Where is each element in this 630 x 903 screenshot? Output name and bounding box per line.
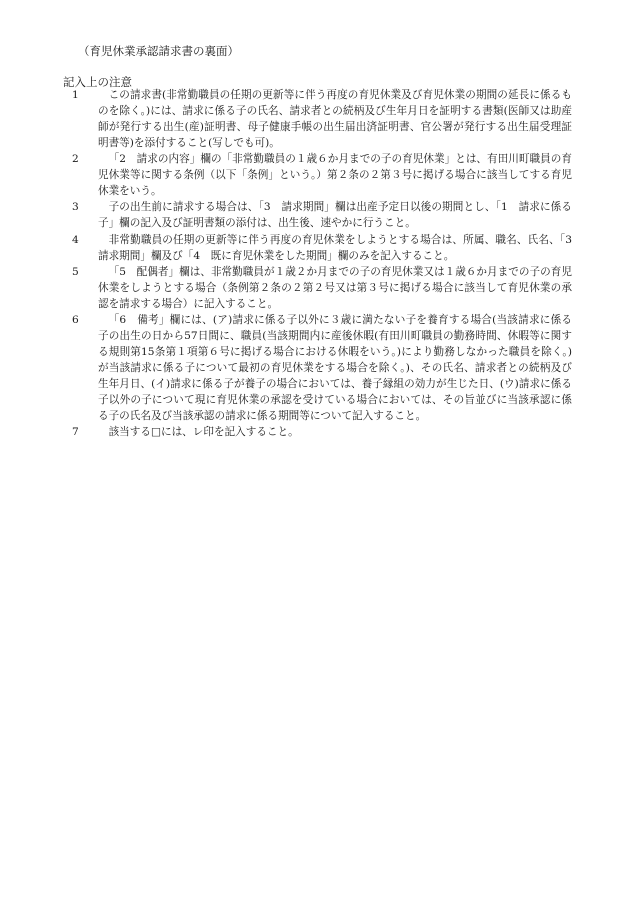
note-text: 該当する□には、レ印を記入すること。 [108, 426, 299, 439]
note-item-4 [72, 233, 583, 265]
note-number: 5 [72, 265, 79, 278]
note-number: 7 [72, 426, 79, 439]
section-heading: 記入上の注意 [63, 75, 132, 89]
note-text: この請求書(非常勤職員の任期の更新等に伴う再度の育児休業及び育児休業の期間の延長に係るものを除く。)には、請求に係る子の氏名、請求者との続柄及び生年月日を証明する書類(医師又は助産師が発行する出生(産)証明書、母子健康手帳の出生届出済証明書、官公署が発行する出生届受理証明書等)を添付すること(写しでも可)。 [98, 89, 572, 149]
note-item-7 [72, 425, 572, 441]
note-number: 2 [72, 153, 79, 166]
notes-list [72, 88, 583, 441]
note-text: 「6 備考」欄には、(ア)請求に係る子以外に３歳に満たない子を養育する場合(当該請求に係る子の出生の日から57日間に、職員(当該期間内に産後休暇(有田川町職員の勤務時間、休暇等に関する規則第15条第１項第６号に掲げる場合における休暇をいう。)により勤務しなかった職員を除く。)が当該請求に係る子について最初の育児休業をする場合を除く。)、その氏名、請求者との続柄及び生年月日、(イ)請求に係る子が養子の場合においては、養子縁組の効力が生じた日、(ウ)請求に係る子以外の子について現に育児休業の承認を受けている場合においては、その旨並びに当該承認に係る子の氏名及び当該承認の請求に係る期間等について記入すること。 [98, 314, 572, 422]
note-number: 4 [72, 233, 79, 246]
note-text: 子の出生前に請求する場合は、「3 請求期間」欄は出産予定日以後の期間とし、「1 請求に係る子」欄の記入及び証明書類の添付は、出生後、速やかに行うこと。 [98, 201, 572, 230]
note-number: 1 [72, 89, 79, 101]
note-number: 3 [72, 201, 79, 214]
note-number: 6 [72, 314, 79, 327]
note-item-1 [72, 88, 572, 152]
note-text: 「5 配偶者」欄は、非常勤職員が１歳２か月までの子の育児休業又は１歳６か月までの子の育児休業をしようとする場合（条例第２条の２第２号又は第３号に掲げる場合に該当して育児休業の承認を請求する場合）に記入すること。 [98, 265, 572, 310]
note-item-6 [72, 313, 572, 424]
note-item-5 [72, 265, 572, 313]
note-item-3 [72, 200, 572, 232]
note-item-2 [72, 152, 572, 200]
note-text: 非常勤職員の任期の更新等に伴う再度の育児休業をしようとする場合は、所属、職名、氏名、「3 請求期間」欄及び「4 既に育児休業をした期間」欄のみを記入すること。 [98, 233, 583, 262]
note-text: 「2 請求の内容」欄の「非常勤職員の１歳６か月までの子の育児休業」とは、有田川町職員の育児休業等に関する条例（以下「条例」という。）第２条の２第３号に掲げる場合に該当してする育児休業をいう。 [98, 153, 572, 197]
document-title: （育児休業承認請求書の裏面） [78, 44, 239, 58]
